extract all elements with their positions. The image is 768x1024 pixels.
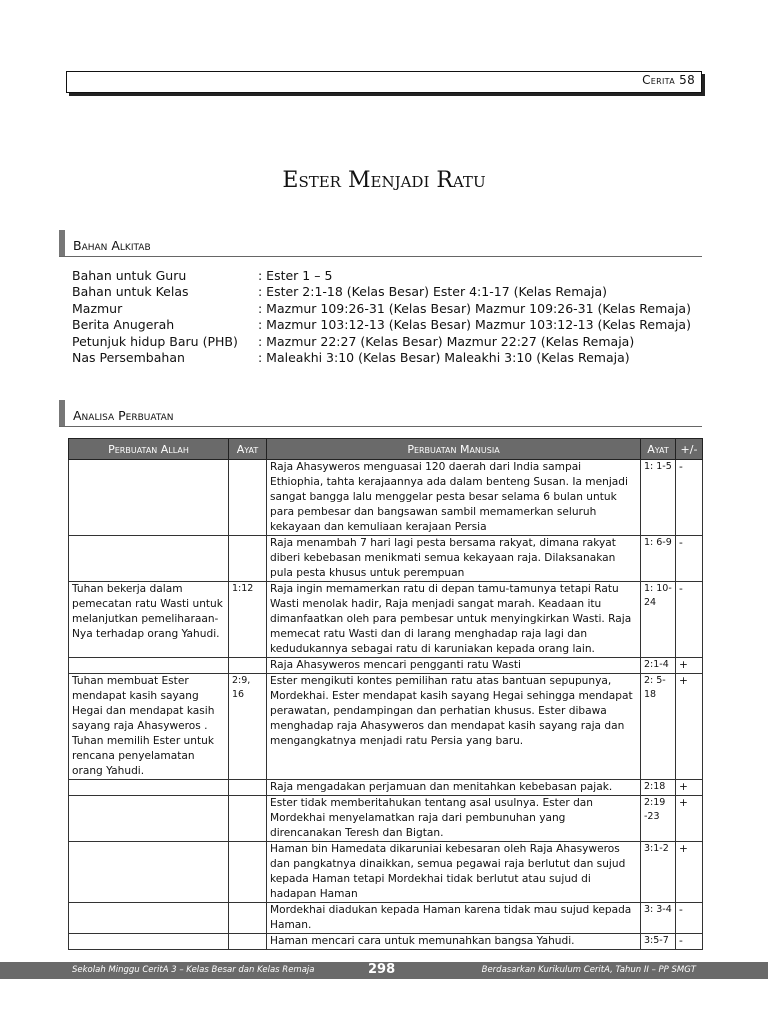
chapter-header-box xyxy=(66,71,702,93)
perbuatan-allah-cell xyxy=(69,460,229,536)
perbuatan-manusia-cell: Raja menambah 7 hari lagi pesta bersama rakyat, dimana rakyat diberi kebebasan menikmati semua kekayaan raja. Dilaksanakan pula pesta khusus untuk perempuan xyxy=(267,536,641,582)
plus-minus-cell: - xyxy=(676,903,703,934)
page-footer xyxy=(0,962,768,979)
plus-minus-cell: - xyxy=(676,582,703,658)
plus-minus-cell: + xyxy=(676,796,703,842)
bahan-value: : Ester 2:1-18 (Kelas Besar) Ester 4:1-17 (Kelas Remaja) xyxy=(258,284,608,300)
plus-minus-cell: - xyxy=(676,460,703,536)
plus-minus-cell: + xyxy=(676,780,703,796)
perbuatan-manusia-cell: Raja mengadakan perjamuan dan menitahkan kebebasan pajak. xyxy=(267,780,641,796)
perbuatan-allah-cell xyxy=(69,934,229,950)
bahan-key: Bahan untuk Kelas xyxy=(72,284,189,300)
ayat-allah-cell xyxy=(229,842,267,903)
table-header-row xyxy=(69,439,703,460)
table-row xyxy=(69,460,703,536)
perbuatan-allah-cell xyxy=(69,842,229,903)
ayat-manusia-cell: 1: 10-24 xyxy=(641,582,676,658)
col-header-ayat: Ayat xyxy=(229,439,267,460)
table-row xyxy=(69,903,703,934)
bahan-key: Nas Persembahan xyxy=(72,350,185,366)
perbuatan-manusia-cell: Ester mengikuti kontes pemilihan ratu atas bantuan sepupunya, Mordekhai. Ester mendapat kasih sayang Hegai sehingga mendapat perawatan, pendampingan dan perhatian khusus. Ester dibawa menghadap raja Ahasyweros dan mendapat kasih sayang raja dan mengangkatnya menjadi ratu Persia yang baru. xyxy=(267,674,641,780)
ayat-manusia-cell: 3: 3-4 xyxy=(641,903,676,934)
footer-left-text: Sekolah Minggu CeritA 3 – Kelas Besar dan Kelas Remaja xyxy=(72,965,315,975)
bahan-row xyxy=(72,284,691,300)
ayat-manusia-cell: 2:19 -23 xyxy=(641,796,676,842)
table-row xyxy=(69,658,703,674)
plus-minus-cell: + xyxy=(676,842,703,903)
ayat-allah-cell xyxy=(229,780,267,796)
perbuatan-manusia-cell: Raja ingin memamerkan ratu di depan tamu-tamunya tetapi Ratu Wasti menolak hadir, Raja menjadi sangat marah. Keadaan itu dimanfaatkan oleh para pembesar untuk menyingkirkan Wasti. Raja memecat ratu Wasti dan di larang menghadap raja lagi dan kedudukannya sebagai ratu di karuniakan kepada orang lain. xyxy=(267,582,641,658)
perbuatan-allah-cell: Tuhan membuat Ester mendapat kasih sayang Hegai dan mendapat kasih sayang raja Ahasyweros . Tuhan memilih Ester untuk rencana penyelamatan orang Yahudi. xyxy=(69,674,229,780)
ayat-manusia-cell: 1: 1-5 xyxy=(641,460,676,536)
section-marker xyxy=(59,230,65,256)
bahan-key: Petunjuk hidup Baru (PHB) xyxy=(72,333,238,349)
ayat-manusia-cell: 1: 6-9 xyxy=(641,536,676,582)
bahan-row xyxy=(72,268,691,284)
section-title: Bahan Alkitab xyxy=(73,238,151,253)
perbuatan-manusia-cell: Raja Ahasyweros menguasai 120 daerah dari India sampai Ethiophia, tahta kerajaannya ada dalam benteng Susan. Ia menjadi sangat bangga lalu menggelar pesta besar selama 6 bulan untuk para pembesar dan bangsawan sambil memamerkan seluruh kekayaan dan kemuliaan kerajaan Persia xyxy=(267,460,641,536)
page-number: 298 xyxy=(368,962,396,977)
plus-minus-cell: - xyxy=(676,536,703,582)
ayat-allah-cell xyxy=(229,536,267,582)
table-row xyxy=(69,934,703,950)
footer-right-text: Berdasarkan Kurikulum CeritA, Tahun II – PP SMGT xyxy=(481,965,696,975)
table-row xyxy=(69,780,703,796)
ayat-allah-cell: 2:9, 16 xyxy=(229,674,267,780)
ayat-manusia-cell: 2:18 xyxy=(641,780,676,796)
ayat-manusia-cell: 2: 5-18 xyxy=(641,674,676,780)
col-header-perbuatan-allah: Perbuatan Allah xyxy=(69,439,229,460)
col-header-ayat: Ayat xyxy=(641,439,676,460)
ayat-allah-cell xyxy=(229,460,267,536)
bahan-row xyxy=(72,334,691,350)
perbuatan-manusia-cell: Mordekhai diadukan kepada Haman karena tidak mau sujud kepada Haman. xyxy=(267,903,641,934)
plus-minus-cell: + xyxy=(676,658,703,674)
bahan-key: Berita Anugerah xyxy=(72,317,175,333)
bahan-key: Mazmur xyxy=(72,300,123,316)
perbuatan-allah-cell xyxy=(69,536,229,582)
perbuatan-manusia-cell: Haman mencari cara untuk memunahkan bangsa Yahudi. xyxy=(267,934,641,950)
col-header-plus-minus: +/- xyxy=(676,439,703,460)
col-header-perbuatan-manusia: Perbuatan Manusia xyxy=(267,439,641,460)
perbuatan-allah-cell xyxy=(69,796,229,842)
bahan-row xyxy=(72,317,691,333)
ayat-allah-cell xyxy=(229,658,267,674)
ayat-manusia-cell: 2:1-4 xyxy=(641,658,676,674)
perbuatan-allah-cell: Tuhan bekerja dalam pemecatan ratu Wasti untuk melanjutkan pemeliharaan-Nya terhadap orang Yahudi. xyxy=(69,582,229,658)
ayat-allah-cell xyxy=(229,903,267,934)
section-analisa-perbuatan xyxy=(59,400,702,427)
plus-minus-cell: + xyxy=(676,674,703,780)
table-row xyxy=(69,796,703,842)
page-title: Ester Menjadi Ratu xyxy=(282,168,486,193)
section-marker xyxy=(59,400,65,426)
table-row xyxy=(69,842,703,903)
perbuatan-manusia-cell: Ester tidak memberitahukan tentang asal usulnya. Ester dan Mordekhai menyelamatkan raja dari pembunuhan yang direncanakan Teresh dan Bigtan. xyxy=(267,796,641,842)
plus-minus-cell: - xyxy=(676,934,703,950)
perbuatan-manusia-cell: Haman bin Hamedata dikaruniai kebesaran oleh Raja Ahasyweros dan pangkatnya dinaikkan, semua pegawai raja berlutut dan sujud kepada Haman tetapi Mordekhai tidak berlutut atau sujud di hadapan Haman xyxy=(267,842,641,903)
ayat-allah-cell xyxy=(229,934,267,950)
table-row xyxy=(69,674,703,780)
section-title: Analisa Perbuatan xyxy=(73,408,174,423)
ayat-allah-cell: 1:12 xyxy=(229,582,267,658)
table-row xyxy=(69,536,703,582)
chapter-number: Cerita 58 xyxy=(642,73,695,87)
ayat-manusia-cell: 3:5-7 xyxy=(641,934,676,950)
bahan-value: : Ester 1 – 5 xyxy=(258,268,333,283)
analisa-table xyxy=(68,438,703,950)
bahan-list xyxy=(72,268,691,366)
section-bahan-alkitab xyxy=(59,230,702,257)
bahan-value: : Maleakhi 3:10 (Kelas Besar) Maleakhi 3:10 (Kelas Remaja) xyxy=(258,350,630,366)
perbuatan-allah-cell xyxy=(69,658,229,674)
perbuatan-allah-cell xyxy=(69,903,229,934)
bahan-row xyxy=(72,350,691,366)
bahan-key: Bahan untuk Guru xyxy=(72,268,187,283)
table-row xyxy=(69,582,703,658)
perbuatan-manusia-cell: Raja Ahasyweros mencari pengganti ratu Wasti xyxy=(267,658,641,674)
ayat-allah-cell xyxy=(229,796,267,842)
bahan-value: : Mazmur 109:26-31 (Kelas Besar) Mazmur 109:26-31 (Kelas Remaja) xyxy=(258,300,691,316)
bahan-value: : Mazmur 22:27 (Kelas Besar) Mazmur 22:27 (Kelas Remaja) xyxy=(258,333,635,349)
ayat-manusia-cell: 3:1-2 xyxy=(641,842,676,903)
bahan-value: : Mazmur 103:12-13 (Kelas Besar) Mazmur 103:12-13 (Kelas Remaja) xyxy=(258,317,691,333)
bahan-row xyxy=(72,301,691,317)
perbuatan-allah-cell xyxy=(69,780,229,796)
